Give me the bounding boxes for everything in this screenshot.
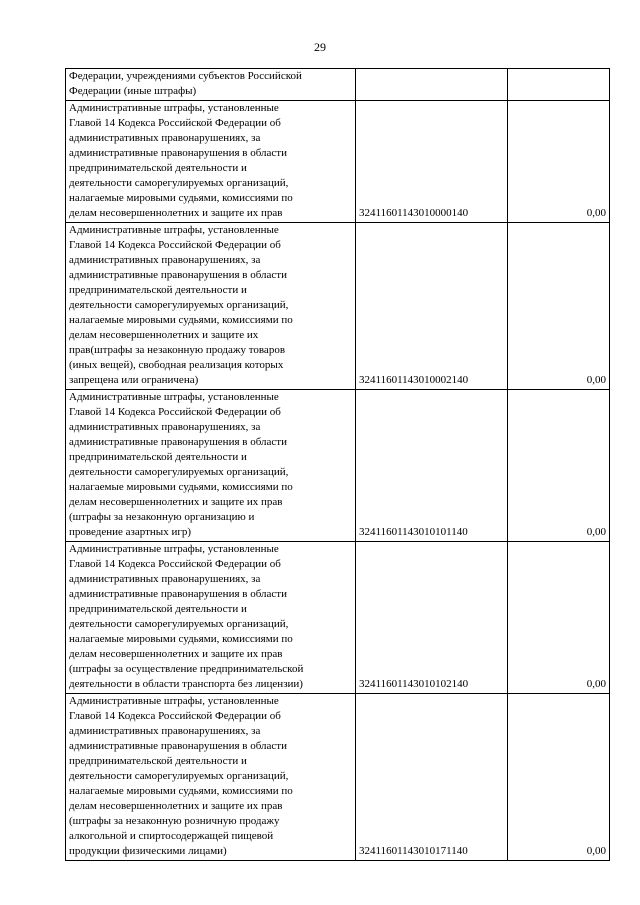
amount-cell <box>508 69 610 101</box>
revenue-name-line: Федерации (иные штрафы) <box>69 85 197 97</box>
revenue-name-line: деятельности саморегулируемых организаций, <box>69 299 289 311</box>
revenue-name-line: административные правонарушения в области <box>69 588 287 600</box>
revenue-name-line: (штрафы за осуществление предпринимательской <box>69 663 304 675</box>
budget-code-cell <box>356 69 508 101</box>
budget-code-cell: 32411601143010102140 <box>356 542 508 694</box>
table-row <box>66 223 610 390</box>
revenue-name-line: налагаемые мировыми судьями, комиссиями по <box>69 785 293 797</box>
amount-cell: 0,00 <box>508 390 610 542</box>
amount-cell: 0,00 <box>508 542 610 694</box>
revenue-name-line: Административные штрафы, установленные <box>69 391 279 403</box>
revenue-name-line: Главой 14 Кодекса Российской Федерации об <box>69 117 281 129</box>
budget-code-cell: 32411601143010000140 <box>356 101 508 223</box>
revenue-name-cell <box>66 223 356 390</box>
budget-code-cell: 32411601143010002140 <box>356 223 508 390</box>
revenue-name-line: административных правонарушениях, за <box>69 573 261 585</box>
revenue-name-line: Административные штрафы, установленные <box>69 224 279 236</box>
revenue-name-line: деятельности саморегулируемых организаций, <box>69 618 289 630</box>
revenue-name-line: (штрафы за незаконную организацию и <box>69 511 255 523</box>
revenue-name-line: (штрафы за незаконную розничную продажу <box>69 815 280 827</box>
revenue-name-line: деятельности саморегулируемых организаций, <box>69 770 289 782</box>
revenue-name-line: предпринимательской деятельности и <box>69 755 247 767</box>
table-row <box>66 69 610 101</box>
revenue-name-line: делам несовершеннолетних и защите их прав <box>69 648 283 660</box>
revenue-name-cell <box>66 694 356 861</box>
amount-cell: 0,00 <box>508 101 610 223</box>
revenue-name-line: предпринимательской деятельности и <box>69 451 247 463</box>
revenue-name-line: проведение азартных игр) <box>69 526 191 538</box>
amount-cell: 0,00 <box>508 223 610 390</box>
revenue-name-line: делам несовершеннолетних и защите их прав <box>69 800 283 812</box>
revenue-name-line: административных правонарушениях, за <box>69 725 261 737</box>
revenue-name-line: налагаемые мировыми судьями, комиссиями по <box>69 481 293 493</box>
revenue-name-line: Главой 14 Кодекса Российской Федерации об <box>69 406 281 418</box>
revenue-name-line: делам несовершеннолетних и защите их прав <box>69 496 283 508</box>
table-body <box>66 69 610 861</box>
budget-code-cell: 32411601143010101140 <box>356 390 508 542</box>
revenue-name-line: административные правонарушения в области <box>69 147 287 159</box>
revenue-name-line: деятельности саморегулируемых организаций, <box>69 466 289 478</box>
revenue-name-line: Административные штрафы, установленные <box>69 695 279 707</box>
revenue-name-line: административных правонарушениях, за <box>69 421 261 433</box>
table-row <box>66 542 610 694</box>
revenue-name-line: налагаемые мировыми судьями, комиссиями по <box>69 633 293 645</box>
revenue-name-line: (иных вещей), свободная реализация которых <box>69 359 284 371</box>
table-row <box>66 101 610 223</box>
revenue-name-line: административные правонарушения в области <box>69 740 287 752</box>
budget-revenue-table <box>65 68 610 861</box>
revenue-name-line: административные правонарушения в области <box>69 269 287 281</box>
table-row <box>66 694 610 861</box>
revenue-name-line: предпринимательской деятельности и <box>69 603 247 615</box>
revenue-name-line: продукции физическими лицами) <box>69 845 227 857</box>
revenue-name-line: запрещена или ограничена) <box>69 374 199 386</box>
table-row <box>66 390 610 542</box>
revenue-name-line: предпринимательской деятельности и <box>69 284 247 296</box>
revenue-name-line: налагаемые мировыми судьями, комиссиями по <box>69 314 293 326</box>
budget-code-cell: 32411601143010171140 <box>356 694 508 861</box>
revenue-name-line: Главой 14 Кодекса Российской Федерации об <box>69 239 281 251</box>
revenue-name-line: административные правонарушения в области <box>69 436 287 448</box>
revenue-name-cell <box>66 69 356 101</box>
revenue-name-line: административных правонарушениях, за <box>69 254 261 266</box>
revenue-name-line: предпринимательской деятельности и <box>69 162 247 174</box>
revenue-name-line: делам несовершеннолетних и защите их прав <box>69 207 283 219</box>
revenue-name-line: деятельности саморегулируемых организаций, <box>69 177 289 189</box>
revenue-name-cell <box>66 542 356 694</box>
revenue-name-cell <box>66 101 356 223</box>
revenue-name-cell <box>66 390 356 542</box>
revenue-name-line: прав(штрафы за незаконную продажу товаров <box>69 344 286 356</box>
revenue-name-line: Главой 14 Кодекса Российской Федерации об <box>69 710 281 722</box>
page-number: 29 <box>314 40 326 54</box>
amount-cell: 0,00 <box>508 694 610 861</box>
revenue-name-line: Административные штрафы, установленные <box>69 543 279 555</box>
revenue-name-line: Федерации, учреждениями субъектов Российской <box>69 70 302 82</box>
revenue-name-line: делам несовершеннолетних и защите их <box>69 329 259 341</box>
revenue-name-line: алкогольной и спиртосодержащей пищевой <box>69 830 274 842</box>
revenue-name-line: Главой 14 Кодекса Российской Федерации об <box>69 558 281 570</box>
revenue-name-line: административных правонарушениях, за <box>69 132 261 144</box>
revenue-name-line: налагаемые мировыми судьями, комиссиями по <box>69 192 293 204</box>
revenue-name-line: Административные штрафы, установленные <box>69 102 279 114</box>
revenue-name-line: деятельности в области транспорта без лицензии) <box>69 678 303 690</box>
